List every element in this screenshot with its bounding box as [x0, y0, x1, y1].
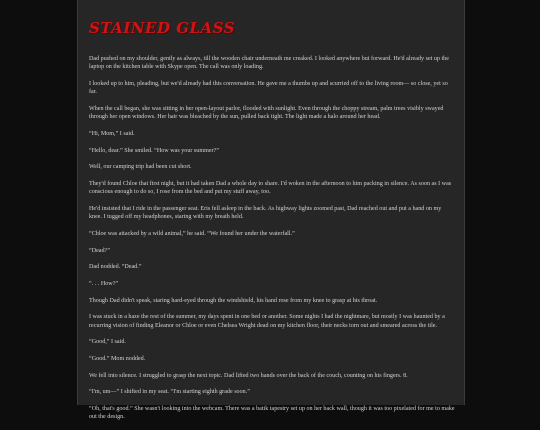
story-paragraph: “Hi, Mom,” I said. — [89, 130, 135, 137]
story-paragraph: Dad nodded. “Dead.” — [89, 264, 142, 271]
story-paragraph: “Chloe was attacked by a wild animal,” he said. “We found her under the waterfall.” — [89, 230, 295, 237]
story-body — [89, 55, 455, 430]
story-paragraph: He'd insisted that I ride in the passenger seat. Eris fell asleep in the back. As highway lights zoomed past, Dad reached out and put a hand on my knee. I tugged off my headphones, staring with my breath held. — [89, 206, 442, 221]
story-title: STAINED GLASS — [89, 19, 236, 37]
story-paragraph: They'd found Chloe that first night, but it had taken Dad a whole day to share. I'd woken in the afternoon to him packing in silence. As soon as I was conscious enough to do so, I rose from the bed and put my stuff away, too. — [89, 181, 452, 196]
story-paragraph: When the call began, she was sitting in her open-layout parlor, flooded with sunlight. Even through the choppy stream, palm trees visibly swayed through her open windows. Her hair was bleached by the sun, pulled back tight. The light made a halo around her head. — [89, 105, 444, 121]
story-paragraph: Well, our camping trip had been cut short. — [89, 164, 192, 171]
story-paragraph: Dad pushed on my shoulder, gently as always, till the wooden chair underneath me creaked. I looked anywhere but forward. He'd already set up the laptop on the kitchen table with Skype open. The call was only loading. — [89, 56, 449, 71]
story-paragraph: “Good,” I said. — [89, 339, 126, 346]
story-paragraph: “Oh, that's good.” She wasn't looking into the webcam. There was a batik tapestry set up on her back wall, though it was too pixelated for me to make out the design. — [89, 406, 455, 421]
story-paragraph: “Hello, dear.” She smiled. “How was your summer?” — [89, 147, 219, 154]
story-paragraph: “. . . How?” — [89, 281, 119, 288]
story-paragraph: We fell into silence. I struggled to grasp the next topic. Dad lifted two hands over the back of the couch, counting on his fingers. 8. — [89, 372, 408, 379]
story-paragraph: I was stuck in a haze the rest of the summer, my days spent in one bed or another. Some nights I had the nightmare, but mostly I was haunted by a recurring vision of finding Eleanor or Chloe or even Chelsea Wright dead on my kitchen floor, their necks torn out and smeared across the tile. — [89, 314, 445, 329]
story-page — [77, 0, 465, 421]
story-paragraph: “Good.” Mom nodded. — [89, 356, 146, 363]
story-paragraph: “I'm, um—” I shifted in my seat. “I'm starting eighth grade soon.” — [89, 389, 250, 396]
story-paragraph: I looked up to him, pleading, but we'd already had this conversation. He gave me a thumbs up and scurried off to the living room— so close, yet so far. — [89, 80, 448, 96]
story-paragraph: “Dead?” — [89, 247, 110, 254]
story-paragraph: Though Dad didn't speak, staring hard-eyed through the windshield, his hand rose from my knee to grasp at his throat. — [89, 297, 378, 304]
